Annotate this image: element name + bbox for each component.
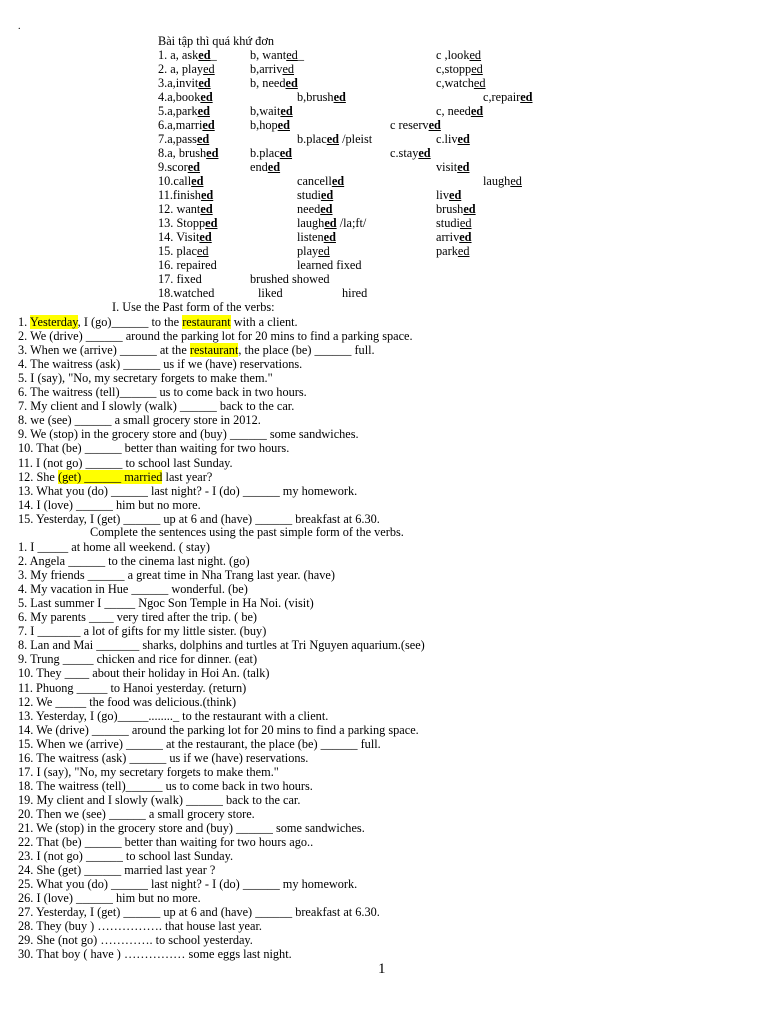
ed-ending: ed — [323, 230, 336, 244]
vocab-cell — [158, 146, 218, 160]
item-text: 4. The waitress (ask) ______ us if we (have) reservations. — [18, 357, 303, 372]
exercise-item: 9. Trung _____ chicken and rice for dinner. (eat) — [18, 652, 258, 667]
exercise-item: 21. We (stop) in the grocery store and (buy) ______ some sandwiches. — [18, 821, 365, 835]
vocab-stem: 2. a, play — [158, 62, 204, 76]
ed-ending: ed — [331, 174, 345, 188]
ed-ending: ed — [279, 146, 293, 160]
item-text: 8. we (see) ______ a small grocery store in 2012. — [18, 413, 261, 428]
ed-ending: ed — [196, 132, 210, 146]
item-text: last year? — [162, 469, 213, 484]
section-1-heading: I. Use the Past form of the verbs: — [112, 300, 275, 314]
vocab-cell — [158, 132, 209, 146]
ed-ending: ed — [203, 62, 215, 76]
ed-ending: ed — [326, 132, 340, 146]
exercise-item: 28. They (buy ) ……………. that house last year. — [18, 919, 262, 934]
exercise-item — [18, 512, 380, 526]
exercise-item: 16. The waitress (ask) ______ us if we (have) reservations. — [18, 750, 309, 765]
item-text: 2. We (drive) ______ around the parking lot for 20 mins to find a parking space. — [18, 329, 413, 344]
vocab-stem: 7.a,pass — [158, 132, 197, 146]
exercise-item — [18, 343, 375, 357]
exercise-item: 7. I _______ a lot of gifts for my little sister. (buy) — [18, 624, 267, 639]
vocab-stem: c reserv — [390, 118, 429, 132]
vocab-cell — [158, 286, 214, 300]
vocab-stem: 6.a,marri — [158, 118, 203, 132]
ed-ending: ed — [469, 48, 482, 62]
exercise-item — [18, 329, 413, 343]
ed-ending: ed — [202, 118, 215, 132]
vocab-note: /la;ft/ — [336, 216, 367, 230]
item-text: 5. I (say), "No, my secretary forgets to make them." — [18, 371, 273, 386]
ed-ending: ed — [459, 230, 472, 244]
ed-ending: ed — [282, 62, 295, 76]
vocab-stem: b, need — [250, 76, 286, 90]
vocab-cell — [297, 258, 362, 272]
exercise-item — [18, 385, 307, 399]
ed-ending: ed — [200, 90, 213, 104]
ed-ending: ed — [198, 48, 211, 62]
highlighted-text: Yesterday — [29, 315, 78, 329]
item-text: , the place (be) ______ full. — [238, 343, 375, 358]
exercise-item — [18, 413, 261, 427]
item-text: with a client. — [230, 315, 298, 329]
ed-ending: ed — [198, 76, 211, 90]
vocab-cell — [436, 188, 461, 202]
exercise-item: 12. We _____ the food was delicious.(think) — [18, 694, 237, 709]
vocab-note: _ — [297, 48, 304, 62]
vocab-stem: 12. want — [158, 202, 201, 216]
vocab-cell — [158, 244, 209, 258]
vocab-stem: c.liv — [436, 132, 458, 146]
vocab-stem: play — [297, 244, 319, 258]
ed-ending: ed — [418, 146, 431, 160]
exercise-item: 19. My client and I slowly (walk) ______ back to the car. — [18, 792, 301, 807]
ed-ending: ed — [318, 244, 330, 258]
vocab-stem: 13. Stopp — [158, 216, 206, 230]
ed-ending: ed — [470, 104, 484, 118]
vocab-stem: 5.a,park — [158, 104, 198, 118]
vocab-stem: b.plac — [250, 146, 280, 160]
exercise-item — [18, 470, 212, 484]
exercise-item — [18, 315, 298, 329]
vocab-cell — [390, 146, 431, 160]
exercise-item — [18, 484, 357, 498]
page-number: 1 — [378, 961, 386, 977]
exercise-item: 29. She (not go) …………. to school yesterday. — [18, 933, 253, 948]
item-text: 1. — [18, 315, 30, 329]
vocab-cell — [297, 132, 372, 146]
highlighted-text: restaurant — [189, 343, 239, 358]
vocab-stem: 3.a,invit — [158, 76, 199, 90]
exercise-item — [18, 498, 201, 512]
vocab-cell — [436, 230, 472, 244]
ed-ending: ed — [459, 216, 472, 230]
vocab-stem: laugh — [483, 174, 511, 188]
vocab-stem: 10.call — [158, 174, 192, 188]
vocab-stem: studi — [436, 216, 460, 230]
vocab-cell — [436, 76, 486, 90]
vocab-cell — [158, 90, 213, 104]
ed-ending: ed — [473, 76, 486, 90]
vocab-cell — [158, 62, 215, 76]
ed-ending: ed — [320, 202, 333, 216]
vocab-cell — [158, 272, 202, 286]
worksheet-title: Bài tập thì quá khứ đơn — [158, 34, 274, 48]
vocab-stem: 11.finish — [158, 188, 201, 202]
vocab-cell — [483, 174, 522, 188]
vocab-stem: b,wait — [250, 104, 281, 118]
vocab-cell — [158, 48, 217, 62]
exercise-item: 30. That boy ( have ) …………… some eggs last night. — [18, 947, 292, 962]
vocab-stem: 14. Visit — [158, 230, 200, 244]
highlighted-text: restaurant — [182, 315, 231, 329]
vocab-cell — [250, 146, 292, 160]
ed-ending: ed — [191, 174, 204, 188]
vocab-stem: 4.a,book — [158, 90, 201, 104]
ed-ending: ed — [196, 244, 209, 258]
ed-ending: ed — [200, 188, 214, 202]
vocab-stem: 18.watched — [158, 286, 215, 300]
section-2-heading: Complete the sentences using the past simple form of the verbs. — [90, 525, 404, 539]
vocab-cell — [342, 286, 367, 300]
vocab-cell — [158, 104, 210, 118]
vocab-cell — [436, 202, 476, 216]
ed-ending: ed — [333, 90, 346, 104]
ed-ending: ed — [457, 160, 470, 174]
exercise-item: 2. Angela ______ to the cinema last night. (go) — [18, 554, 250, 569]
vocab-stem: 16. repaired — [158, 258, 217, 272]
ed-ending: ed — [520, 90, 533, 104]
vocab-cell — [436, 132, 470, 146]
exercise-item: 13. Yesterday, I (go)_____........_ to the restaurant with a client. — [18, 708, 329, 723]
vocab-stem: hired — [342, 286, 368, 300]
item-text: 13. What you (do) ______ last night? - I (do) ______ my homework. — [18, 483, 358, 498]
vocab-stem: laugh — [297, 216, 325, 230]
vocab-stem: 1. a, ask — [158, 48, 199, 62]
vocab-stem: c.stay — [390, 146, 419, 160]
ed-ending: ed — [428, 118, 441, 132]
exercise-item: 25. What you (do) ______ last night? - I (do) ______ my homework. — [18, 877, 358, 892]
exercise-item: 3. My friends ______ a great time in Nha Trang last year. (have) — [18, 568, 335, 583]
ed-ending: ed — [286, 48, 298, 62]
exercise-item: 1. I _____ at home all weekend. ( stay) — [18, 540, 210, 554]
vocab-cell — [250, 104, 293, 118]
vocab-cell — [250, 62, 294, 76]
item-text: 11. I (not go) ______ to school last Sunday. — [18, 455, 233, 470]
ed-ending: ed — [457, 132, 470, 146]
vocab-cell — [158, 230, 212, 244]
exercise-item: 27. Yesterday, I (get) ______ up at 6 and (have) ______ breakfast at 6.30. — [18, 905, 380, 920]
exercise-item: 6. My parents ____ very tired after the trip. ( be) — [18, 610, 258, 625]
vocab-stem: c ,look — [436, 48, 470, 62]
ed-ending: ed — [205, 216, 218, 230]
vocab-stem: b,hop — [250, 118, 278, 132]
vocab-cell — [297, 202, 333, 216]
vocab-cell — [158, 174, 203, 188]
ed-ending: ed — [510, 174, 522, 188]
vocab-cell — [297, 188, 333, 202]
vocab-stem: b, want — [250, 48, 287, 62]
ed-ending: ed — [457, 244, 470, 258]
vocab-cell — [297, 216, 366, 230]
ed-ending: ed — [267, 160, 281, 174]
ed-ending: ed — [187, 160, 201, 174]
vocab-cell — [158, 202, 213, 216]
exercise-item: 4. My vacation in Hue ______ wonderful. (be) — [18, 582, 248, 597]
exercise-item — [18, 456, 233, 470]
vocab-cell — [158, 76, 211, 90]
exercise-item: 5. Last summer I _____ Ngoc Son Temple in Ha Noi. (visit) — [18, 596, 314, 611]
exercise-item: 23. I (not go) ______ to school last Sunday. — [18, 849, 234, 864]
ed-ending: ed — [199, 230, 212, 244]
ed-ending: ed — [471, 62, 483, 76]
vocab-stem: 8.a, brush — [158, 146, 207, 160]
exercise-item: 17. I (say), "No, my secretary forgets to make them." — [18, 764, 279, 779]
vocab-stem: park — [436, 244, 458, 258]
ed-ending: ed — [320, 188, 334, 202]
page-dot-mark: . — [18, 21, 21, 32]
vocab-note: /pleist — [339, 132, 373, 146]
vocab-cell — [250, 160, 280, 174]
ed-ending: ed — [200, 202, 213, 216]
vocab-stem: studi — [297, 188, 321, 202]
vocab-cell — [297, 244, 330, 258]
vocab-stem: learned fixed — [297, 258, 362, 272]
exercise-item: 22. That (be) ______ better than waiting for two hours ago.. — [18, 835, 314, 850]
vocab-note: _ — [210, 48, 217, 62]
vocab-cell — [436, 48, 481, 62]
item-text: 6. The waitress (tell)______ us to come back in two hours. — [18, 385, 307, 400]
ed-ending: ed — [197, 104, 210, 118]
ed-ending: ed — [324, 216, 337, 230]
exercise-item — [18, 441, 289, 455]
vocab-stem: arriv — [436, 230, 460, 244]
vocab-cell — [436, 216, 472, 230]
vocab-stem: 9.scor — [158, 160, 188, 174]
exercise-item — [18, 357, 302, 371]
vocab-cell — [436, 104, 483, 118]
vocab-cell — [158, 188, 213, 202]
item-text: 9. We (stop) in the grocery store and (buy) ______ some sandwiches. — [18, 427, 359, 442]
exercise-item: 11. Phuong _____ to Hanoi yesterday. (return) — [18, 680, 247, 695]
vocab-cell — [258, 286, 283, 300]
vocab-stem: 17. fixed — [158, 272, 202, 286]
item-text: 10. That (be) ______ better than waiting for two hours. — [18, 441, 290, 456]
vocab-cell — [250, 76, 298, 90]
vocab-stem: cancell — [297, 174, 332, 188]
vocab-cell — [250, 272, 330, 286]
vocab-cell — [436, 244, 469, 258]
vocab-cell — [436, 160, 470, 174]
vocab-stem: visit — [436, 160, 458, 174]
vocab-stem: b.plac — [297, 132, 327, 146]
ed-ending: ed — [280, 104, 293, 118]
vocab-stem: brush — [436, 202, 464, 216]
exercise-item: 15. When we (arrive) ______ at the restaurant, the place (be) ______ full. — [18, 736, 381, 751]
vocab-cell — [250, 118, 290, 132]
vocab-cell — [158, 118, 215, 132]
exercise-item — [18, 427, 359, 441]
ed-ending: ed — [448, 188, 462, 202]
vocab-stem: c,repair — [483, 90, 521, 104]
vocab-stem: 15. plac — [158, 244, 197, 258]
vocab-cell — [297, 174, 344, 188]
exercise-item: 18. The waitress (tell)______ us to come back in two hours. — [18, 778, 313, 793]
vocab-cell — [158, 258, 217, 272]
highlighted-text: (get) ______ married — [57, 469, 163, 484]
exercise-item — [18, 399, 294, 413]
vocab-cell — [297, 90, 346, 104]
vocab-stem: c,stopp — [436, 62, 472, 76]
exercise-item — [18, 371, 273, 385]
exercise-item: 26. I (love) ______ him but no more. — [18, 891, 201, 906]
vocab-cell — [390, 118, 441, 132]
vocab-stem: c,watch — [436, 76, 474, 90]
ed-ending: ed — [463, 202, 476, 216]
vocab-stem: listen — [297, 230, 324, 244]
item-text: 14. I (love) ______ him but no more. — [18, 497, 201, 512]
vocab-stem: need — [297, 202, 321, 216]
item-text: 12. She — [18, 469, 58, 484]
vocab-cell — [483, 90, 533, 104]
vocab-cell — [297, 230, 336, 244]
vocab-stem: brushed showed — [250, 272, 330, 286]
item-text: 7. My client and I slowly (walk) ______ back to the car. — [18, 399, 295, 414]
vocab-cell — [158, 216, 217, 230]
exercise-item: 8. Lan and Mai _______ sharks, dolphins and turtles at Tri Nguyen aquarium.(see) — [18, 638, 425, 653]
ed-ending: ed — [285, 76, 298, 90]
vocab-cell — [250, 48, 304, 62]
vocab-stem: b,brush — [297, 90, 334, 104]
vocab-cell — [436, 62, 483, 76]
item-text: , I (go)______ to the — [77, 315, 183, 329]
exercise-item: 24. She (get) ______ married last year ? — [18, 863, 216, 878]
vocab-cell — [158, 160, 200, 174]
ed-ending: ed — [206, 146, 219, 160]
vocab-stem: liked — [258, 286, 283, 300]
exercise-item: 10. They ____ about their holiday in Hoi An. (talk) — [18, 666, 270, 681]
exercise-item: 14. We (drive) ______ around the parking lot for 20 mins to find a parking space. — [18, 722, 419, 737]
vocab-stem: b,arriv — [250, 62, 283, 76]
vocab-stem: end — [250, 160, 268, 174]
item-text: 3. When we (arrive) ______ at the — [18, 343, 190, 358]
item-text: 15. Yesterday, I (get) ______ up at 6 and (have) ______ breakfast at 6.30. — [18, 511, 380, 526]
exercise-item: 20. Then we (see) ______ a small grocery store. — [18, 806, 255, 821]
vocab-stem: liv — [436, 188, 449, 202]
ed-ending: ed — [277, 118, 290, 132]
vocab-stem: c, need — [436, 104, 471, 118]
